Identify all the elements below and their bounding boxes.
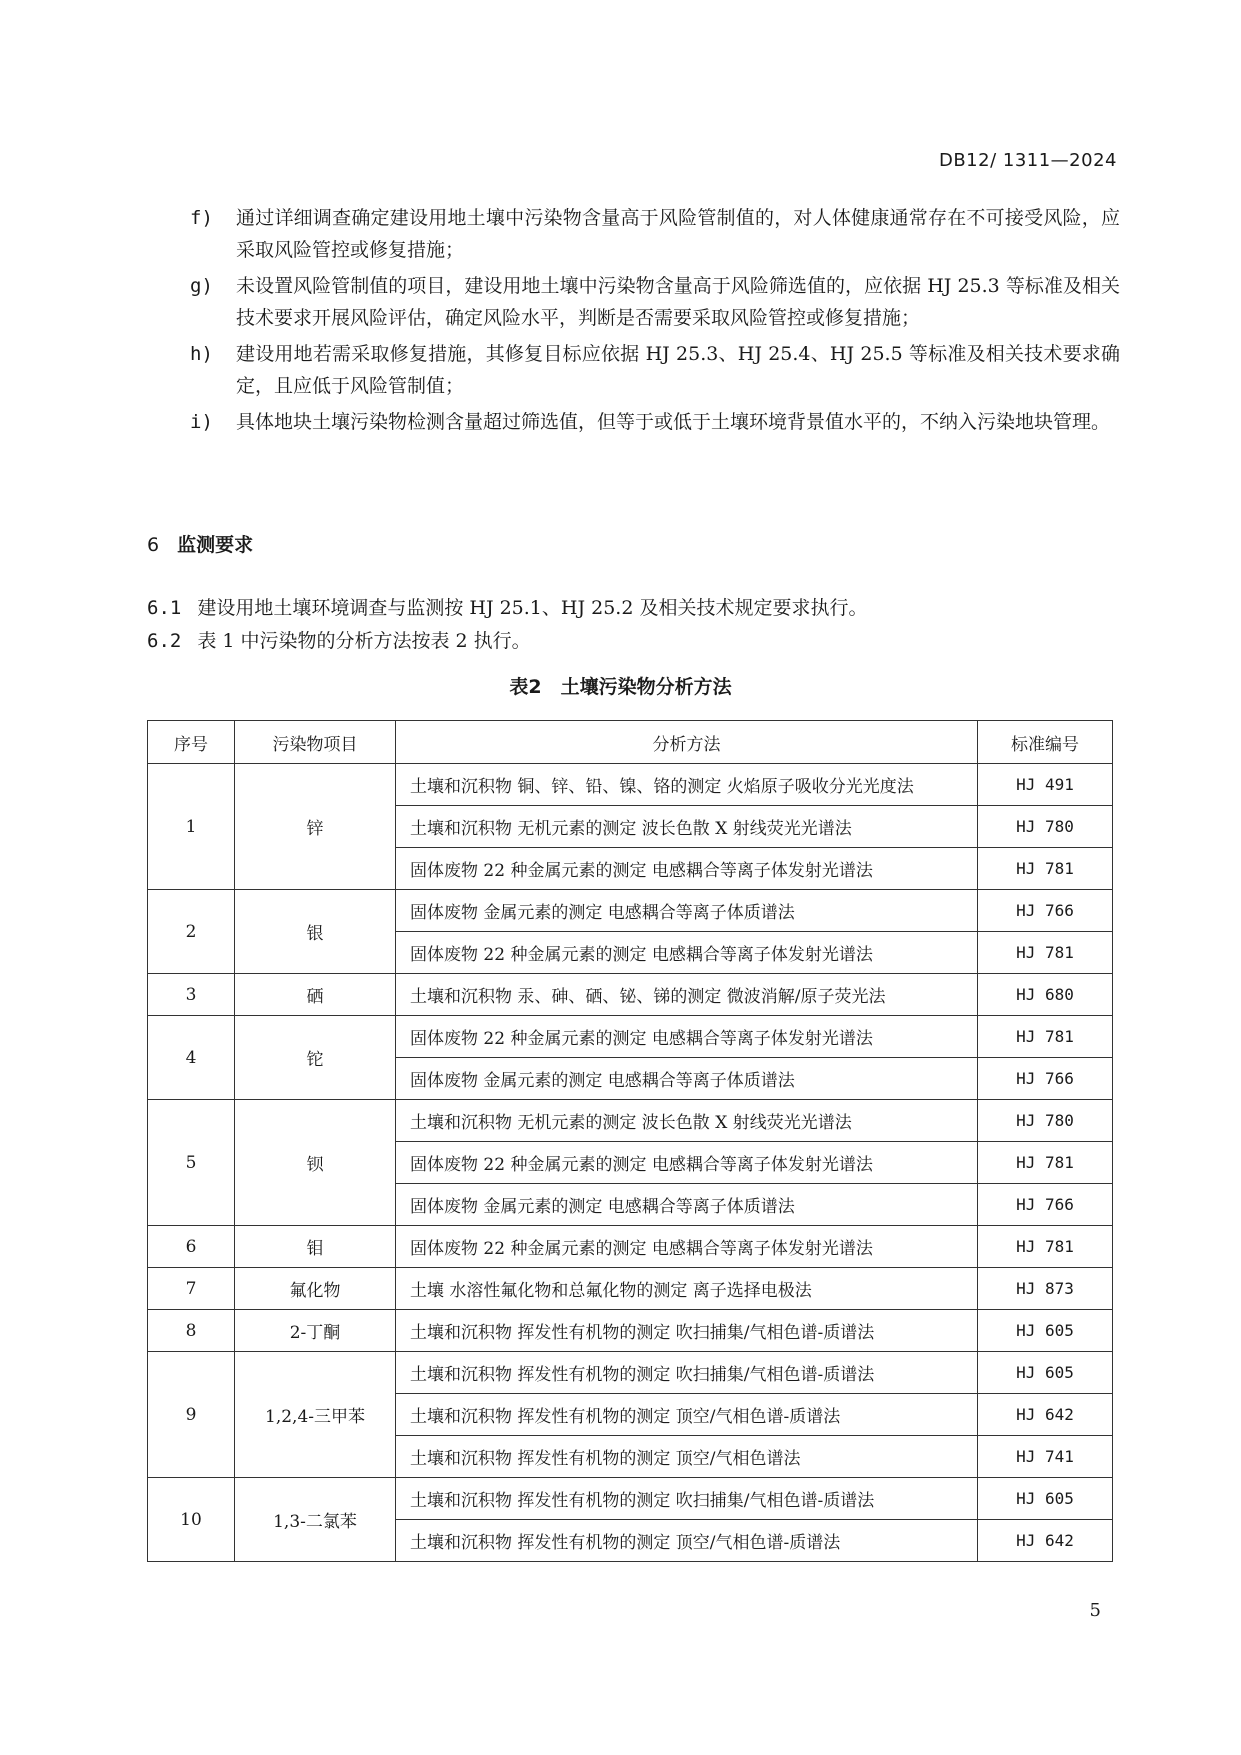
list-item bbox=[190, 270, 1120, 334]
cell-seq: 5 bbox=[148, 1100, 235, 1226]
table-row bbox=[148, 1268, 1113, 1310]
cell-method: 固体废物 金属元素的测定 电感耦合等离子体质谱法 bbox=[396, 1184, 978, 1226]
table-header-row bbox=[148, 721, 1113, 764]
cell-method: 土壤和沉积物 挥发性有机物的测定 顶空/气相色谱法 bbox=[396, 1436, 978, 1478]
cell-pollutant: 钼 bbox=[235, 1226, 396, 1268]
cell-seq: 7 bbox=[148, 1268, 235, 1310]
cell-pollutant: 银 bbox=[235, 890, 396, 974]
list-item bbox=[190, 406, 1120, 438]
header-method: 分析方法 bbox=[396, 721, 978, 764]
cell-standard: HJ 873 bbox=[978, 1268, 1113, 1310]
cell-seq: 4 bbox=[148, 1016, 235, 1100]
cell-seq: 1 bbox=[148, 764, 235, 890]
paragraph-number: 6.1 bbox=[147, 597, 182, 619]
cell-seq: 9 bbox=[148, 1352, 235, 1478]
cell-standard: HJ 781 bbox=[978, 848, 1113, 890]
list-text: 未设置风险管制值的项目，建设用地土壤中污染物含量高于风险筛选值的，应依据 HJ 25.3 等标准及相关技术要求开展风险评估，确定风险水平，判断是否需要采取风险管控或修复措施； bbox=[236, 275, 1120, 329]
table-row bbox=[148, 890, 1113, 932]
cell-standard: HJ 642 bbox=[978, 1394, 1113, 1436]
cell-standard: HJ 642 bbox=[978, 1520, 1113, 1562]
table-row bbox=[148, 1352, 1113, 1394]
list-marker: h) bbox=[190, 343, 213, 365]
cell-pollutant: 1,3-二氯苯 bbox=[235, 1478, 396, 1562]
cell-method: 固体废物 22 种金属元素的测定 电感耦合等离子体发射光谱法 bbox=[396, 848, 978, 890]
list-item bbox=[190, 338, 1120, 402]
cell-method: 土壤 水溶性氟化物和总氟化物的测定 离子选择电极法 bbox=[396, 1268, 978, 1310]
list-item bbox=[190, 202, 1120, 266]
table-row bbox=[148, 1016, 1113, 1058]
table-row bbox=[148, 764, 1113, 806]
cell-pollutant: 硒 bbox=[235, 974, 396, 1016]
cell-standard: HJ 766 bbox=[978, 1184, 1113, 1226]
cell-seq: 3 bbox=[148, 974, 235, 1016]
cell-standard: HJ 766 bbox=[978, 890, 1113, 932]
cell-method: 土壤和沉积物 挥发性有机物的测定 吹扫捕集/气相色谱-质谱法 bbox=[396, 1352, 978, 1394]
cell-method: 固体废物 22 种金属元素的测定 电感耦合等离子体发射光谱法 bbox=[396, 1226, 978, 1268]
cell-pollutant: 锌 bbox=[235, 764, 396, 890]
cell-standard: HJ 491 bbox=[978, 764, 1113, 806]
cell-method: 土壤和沉积物 铜、锌、铅、镍、铬的测定 火焰原子吸收分光光度法 bbox=[396, 764, 978, 806]
cell-method: 土壤和沉积物 无机元素的测定 波长色散 X 射线荧光光谱法 bbox=[396, 1100, 978, 1142]
cell-standard: HJ 780 bbox=[978, 1100, 1113, 1142]
cell-pollutant: 氟化物 bbox=[235, 1268, 396, 1310]
cell-standard: HJ 781 bbox=[978, 1226, 1113, 1268]
cell-standard: HJ 780 bbox=[978, 806, 1113, 848]
cell-standard: HJ 781 bbox=[978, 1016, 1113, 1058]
cell-standard: HJ 680 bbox=[978, 974, 1113, 1016]
section-heading bbox=[147, 530, 253, 557]
table-title: 表2 土壤污染物分析方法 bbox=[509, 676, 732, 698]
table-row bbox=[148, 1226, 1113, 1268]
list-text: 通过详细调查确定建设用地土壤中污染物含量高于风险管制值的，对人体健康通常存在不可接受风险，应采取风险管控或修复措施； bbox=[236, 207, 1120, 261]
cell-method: 固体废物 22 种金属元素的测定 电感耦合等离子体发射光谱法 bbox=[396, 1016, 978, 1058]
cell-pollutant: 1,2,4-三甲苯 bbox=[235, 1352, 396, 1478]
requirement-list bbox=[190, 202, 1120, 442]
analysis-methods-table bbox=[147, 720, 1113, 1562]
header-standard: 标准编号 bbox=[978, 721, 1113, 764]
table-row bbox=[148, 974, 1113, 1016]
cell-seq: 10 bbox=[148, 1478, 235, 1562]
cell-method: 土壤和沉积物 挥发性有机物的测定 吹扫捕集/气相色谱-质谱法 bbox=[396, 1478, 978, 1520]
cell-seq: 2 bbox=[148, 890, 235, 974]
cell-standard: HJ 741 bbox=[978, 1436, 1113, 1478]
paragraph-text: 建设用地土壤环境调查与监测按 HJ 25.1、HJ 25.2 及相关技术规定要求执行。 bbox=[197, 597, 868, 619]
paragraph-number: 6.2 bbox=[147, 630, 182, 652]
cell-standard: HJ 605 bbox=[978, 1310, 1113, 1352]
cell-method: 土壤和沉积物 挥发性有机物的测定 吹扫捕集/气相色谱-质谱法 bbox=[396, 1310, 978, 1352]
page-number: 5 bbox=[1089, 1600, 1101, 1621]
header-seq: 序号 bbox=[148, 721, 235, 764]
cell-standard: HJ 781 bbox=[978, 1142, 1113, 1184]
cell-method: 固体废物 22 种金属元素的测定 电感耦合等离子体发射光谱法 bbox=[396, 932, 978, 974]
table-row bbox=[148, 1478, 1113, 1520]
cell-method: 土壤和沉积物 挥发性有机物的测定 顶空/气相色谱-质谱法 bbox=[396, 1520, 978, 1562]
cell-method: 土壤和沉积物 汞、砷、硒、铋、锑的测定 微波消解/原子荧光法 bbox=[396, 974, 978, 1016]
cell-standard: HJ 605 bbox=[978, 1352, 1113, 1394]
cell-standard: HJ 766 bbox=[978, 1058, 1113, 1100]
document-code: DB12/ 1311—2024 bbox=[938, 150, 1117, 171]
paragraph-6-2 bbox=[147, 626, 531, 653]
list-text: 具体地块土壤污染物检测含量超过筛选值，但等于或低于土壤环境背景值水平的，不纳入污染地块管理。 bbox=[236, 411, 1111, 433]
header-pollutant: 污染物项目 bbox=[235, 721, 396, 764]
paragraph-text: 表 1 中污染物的分析方法按表 2 执行。 bbox=[197, 630, 531, 652]
cell-standard: HJ 605 bbox=[978, 1478, 1113, 1520]
cell-seq: 6 bbox=[148, 1226, 235, 1268]
cell-pollutant: 2-丁酮 bbox=[235, 1310, 396, 1352]
section-number: 6 bbox=[147, 534, 160, 556]
list-text: 建设用地若需采取修复措施，其修复目标应依据 HJ 25.3、HJ 25.4、HJ 25.5 等标准及相关技术要求确定，且应低于风险管制值； bbox=[236, 343, 1120, 397]
list-marker: f) bbox=[190, 207, 213, 229]
list-marker: i) bbox=[190, 411, 213, 433]
section-title: 监测要求 bbox=[177, 534, 254, 556]
cell-method: 固体废物 22 种金属元素的测定 电感耦合等离子体发射光谱法 bbox=[396, 1142, 978, 1184]
cell-method: 固体废物 金属元素的测定 电感耦合等离子体质谱法 bbox=[396, 1058, 978, 1100]
cell-pollutant: 铊 bbox=[235, 1016, 396, 1100]
cell-pollutant: 钡 bbox=[235, 1100, 396, 1226]
cell-standard: HJ 781 bbox=[978, 932, 1113, 974]
list-marker: g) bbox=[190, 275, 213, 297]
cell-method: 固体废物 金属元素的测定 电感耦合等离子体质谱法 bbox=[396, 890, 978, 932]
cell-method: 土壤和沉积物 挥发性有机物的测定 顶空/气相色谱-质谱法 bbox=[396, 1394, 978, 1436]
cell-method: 土壤和沉积物 无机元素的测定 波长色散 X 射线荧光光谱法 bbox=[396, 806, 978, 848]
table-row bbox=[148, 1310, 1113, 1352]
table-row bbox=[148, 1100, 1113, 1142]
cell-seq: 8 bbox=[148, 1310, 235, 1352]
paragraph-6-1 bbox=[147, 593, 867, 620]
